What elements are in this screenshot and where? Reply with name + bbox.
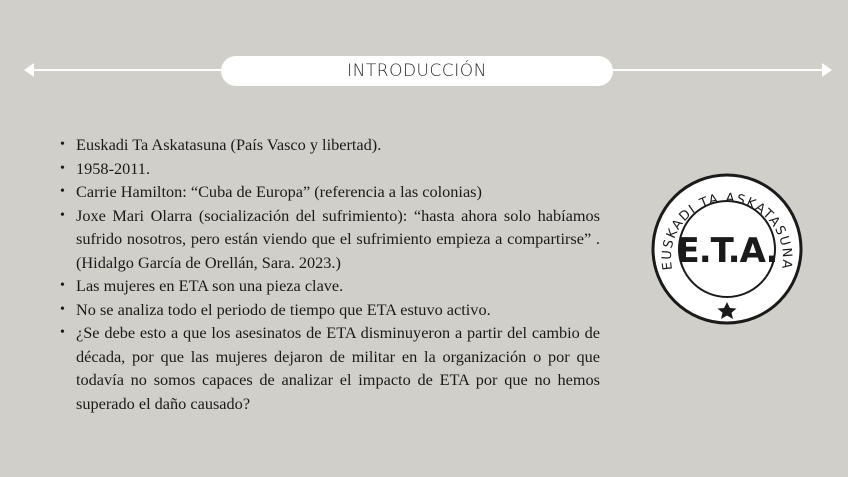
eta-logo bbox=[651, 173, 803, 325]
left-arrow-icon bbox=[24, 63, 34, 77]
logo-center-text: E.T.A. bbox=[676, 231, 778, 271]
list-item: • No se analiza todo el periodo de tiempo que ETA estuvo activo. bbox=[58, 298, 600, 322]
bullet-list-container bbox=[58, 133, 600, 415]
bullet-list bbox=[58, 133, 600, 415]
list-item: • Euskadi Ta Askatasuna (País Vasco y libertad). bbox=[58, 133, 600, 157]
title-pill bbox=[221, 56, 613, 86]
left-arrow-line bbox=[30, 69, 230, 71]
section-header bbox=[0, 54, 848, 88]
list-item: • Carrie Hamilton: “Cuba de Europa” (referencia a las colonias) bbox=[58, 180, 600, 204]
list-item: • 1958-2011. bbox=[58, 157, 600, 181]
right-arrow-icon bbox=[822, 63, 832, 77]
list-item: • Joxe Mari Olarra (socialización del sufrimiento): “hasta ahora solo habíamos sufrido nosotros, pero están viendo que el sufrimiento empieza a compartirse” . (Hidalgo García de Orellán, Sara. 2023.) bbox=[58, 204, 600, 275]
page-title: INTRODUCCIÓN bbox=[347, 61, 487, 81]
logo-ring-text: EUSKADI TA ASKATASUNA bbox=[659, 190, 795, 271]
list-item: • Las mujeres en ETA son una pieza clave. bbox=[58, 274, 600, 298]
right-arrow-line bbox=[610, 69, 822, 71]
list-item: • ¿Se debe esto a que los asesinatos de ETA disminuyeron a partir del cambio de década, por que las mujeres dejaron de militar en la organización o por que todavía no somos capaces de analizar el impacto de ETA por que no hemos superado el daño causado? bbox=[58, 321, 600, 415]
